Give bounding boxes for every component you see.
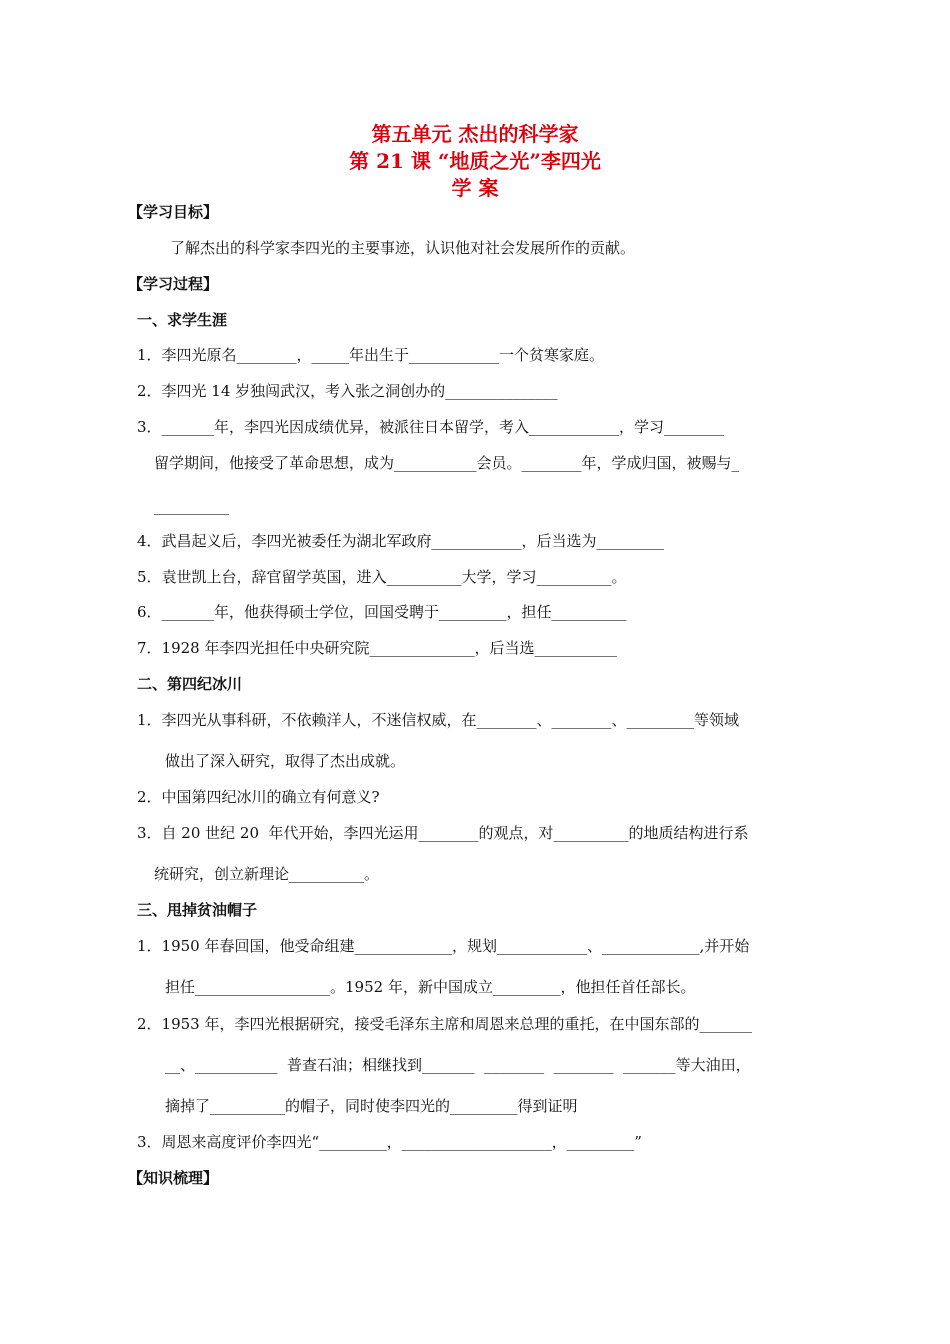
question-line: __________ bbox=[154, 497, 229, 515]
objective-heading: 【学习目标】 bbox=[128, 203, 219, 221]
question-line: 统研究，创立新理论__________。 bbox=[154, 865, 380, 883]
question-line: 6．_______年，他获得硕士学位，回国受聘于_________，担任__________ bbox=[137, 603, 627, 621]
question-line: 1．李四光从事科研，不依赖洋人，不迷信权威，在________、________、_________等领域 bbox=[137, 711, 740, 729]
question-line: 1．1950 年春回国，他受命组建_____________，规划____________、_____________,并开始 bbox=[137, 937, 750, 955]
question-line: 3．周恩来高度评价李四光“_________，____________________，_________” bbox=[137, 1133, 642, 1151]
question-line: 担任__________________。1952 年，新中国成立_________，他担任首任部长。 bbox=[165, 978, 696, 996]
question-line: __、___________ 普查石油；相继找到_______ ________ ________ _______等大油田， bbox=[165, 1056, 751, 1074]
section-heading-1: 一、求学生涯 bbox=[137, 311, 228, 329]
section-heading-2: 二、第四纪冰川 bbox=[137, 675, 243, 693]
question-line: 1．李四光原名________，_____年出生于____________一个贫寒家庭。 bbox=[137, 346, 605, 364]
doc-type-title: 学 案 bbox=[451, 176, 499, 200]
question-line: 7．1928 年李四光担任中央研究院______________，后当选___________ bbox=[137, 639, 617, 657]
section-heading-3: 三、甩掉贫油帽子 bbox=[137, 901, 258, 919]
question-line: 2．李四光 14 岁独闯武汉，考入张之洞创办的_______________ bbox=[137, 382, 558, 400]
lesson-title: 第 21 课 “地质之光”李四光 bbox=[349, 149, 601, 173]
question-line: 3．_______年，李四光因成绩优异，被派往日本留学，考入____________，学习________ bbox=[137, 418, 725, 436]
question-line: 留学期间，他接受了革命思想，成为___________会员。________年，学成归国，被赐与_ bbox=[154, 454, 740, 472]
question-line: 4．武昌起义后，李四光被委任为湖北军政府____________，后当选为_________ bbox=[137, 532, 665, 550]
summary-heading: 【知识梳理】 bbox=[128, 1169, 219, 1187]
question-line: 5．袁世凯上台，辞官留学英国，进入__________大学，学习__________。 bbox=[137, 568, 627, 586]
question-line: 3．自 20 世纪 20 年代开始，李四光运用________的观点，对__________的地质结构进行系 bbox=[137, 824, 749, 842]
question-line: 2．1953 年，李四光根据研究，接受毛泽东主席和周恩来总理的重托，在中国东部的_______ bbox=[137, 1015, 752, 1033]
question-line: 做出了深入研究，取得了杰出成就。 bbox=[165, 752, 406, 770]
process-heading: 【学习过程】 bbox=[128, 275, 219, 293]
question-line: 摘掉了__________的帽子，同时使李四光的_________得到证明 bbox=[165, 1097, 578, 1115]
objective-text: 了解杰出的科学家李四光的主要事迹，认识他对社会发展所作的贡献。 bbox=[170, 239, 636, 257]
unit-title: 第五单元 杰出的科学家 bbox=[371, 122, 579, 146]
question-line: 2．中国第四纪冰川的确立有何意义? bbox=[137, 788, 380, 806]
